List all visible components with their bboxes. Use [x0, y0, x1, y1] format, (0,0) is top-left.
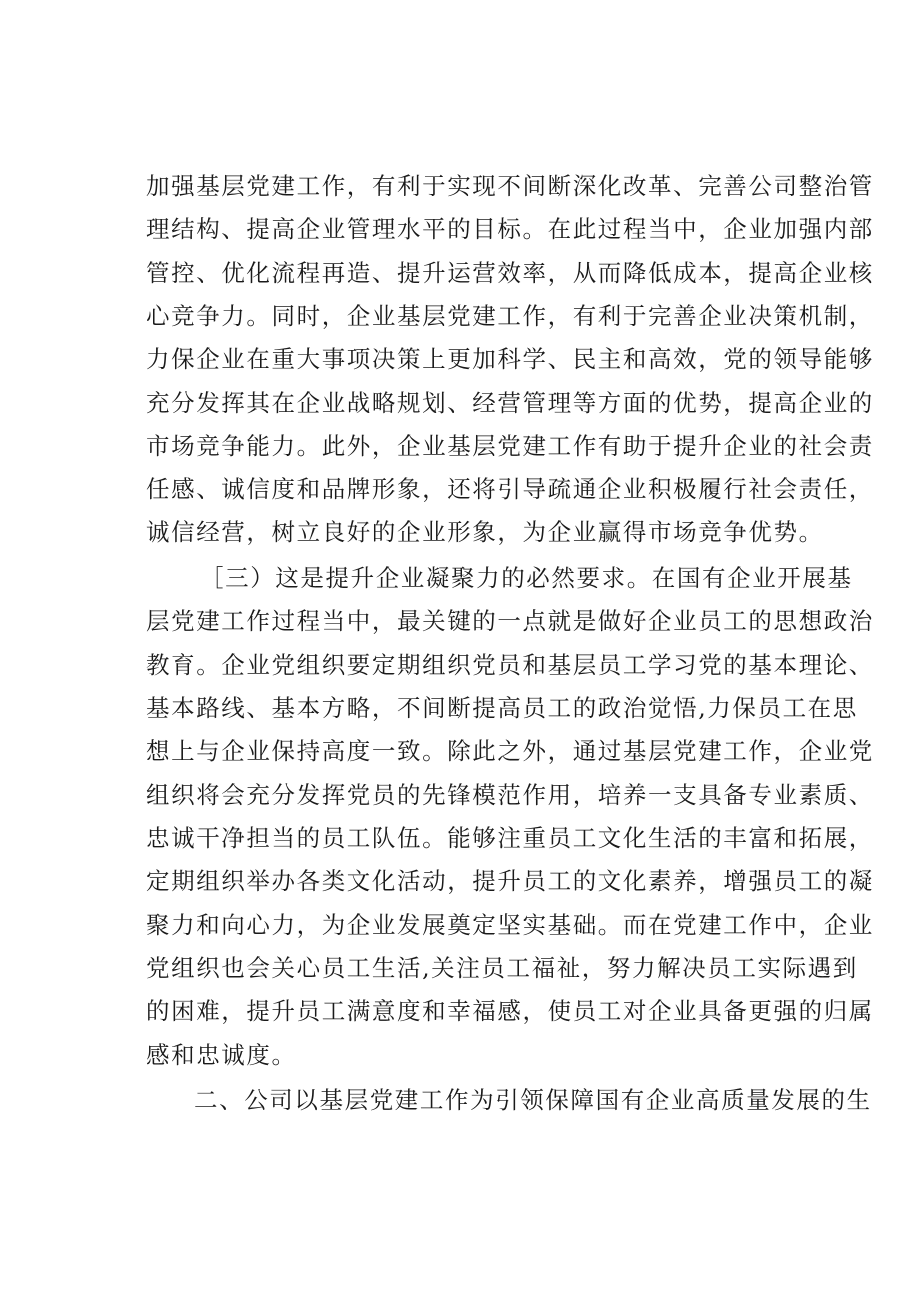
paragraph-line: 基本路线、基本方略，不间断提高员工的政治觉悟,力保员工在思 [146, 694, 858, 722]
paragraph-line: 管控、优化流程再造、提升运营效率，从而降低成本，提高企业核 [146, 259, 874, 287]
paragraph-line: 感和忠诚度。 [146, 1041, 297, 1069]
paragraph-line: ［三）这是提升企业凝聚力的必然要求。在国有企业开展基 [200, 564, 853, 592]
paragraph-line: 忠诚干净担当的员工队伍。能够注重员工文化生活的丰富和拓展， [146, 824, 874, 852]
paragraph-line: 力保企业在重大事项决策上更加科学、民主和高效，党的领导能够 [146, 345, 874, 373]
paragraph-line: 想上与企业保持高度一致。除此之外，通过基层党建工作，企业党 [146, 737, 874, 765]
paragraph-line: 组织将会充分发挥党员的先锋模范作用，培养一支具备专业素质、 [146, 781, 874, 809]
paragraph-line: 加强基层党建工作，有利于实现不间断深化改革、完善公司整治管 [146, 172, 874, 200]
paragraph-line: 定期组织举办各类文化活动，提升员工的文化素养，增强员工的凝 [146, 867, 874, 895]
paragraph-line: 理结构、提高企业管理水平的目标。在此过程当中，企业加强内部 [146, 215, 874, 243]
section-heading: 二、公司以基层党建工作为引领保障国有企业高质量发展的生 [194, 1086, 872, 1114]
paragraph-line: 市场竞争能力。此外，企业基层党建工作有助于提升企业的社会责 [146, 432, 874, 460]
paragraph-line: 的困难，提升员工满意度和幸福感，使员工对企业具备更强的归属 [146, 997, 874, 1025]
paragraph-line: 教育。企业党组织要定期组织党员和基层员工学习党的基本理论、 [146, 651, 874, 679]
paragraph-line: 诚信经营，树立良好的企业形象，为企业赢得市场竞争优势。 [146, 518, 824, 546]
paragraph-line: 层党建工作过程当中，最关键的一点就是做好企业员工的思想政治 [146, 607, 874, 635]
paragraph-line: 心竞争力。同时，企业基层党建工作，有利于完善企业决策机制， [146, 302, 874, 330]
paragraph-line: 聚力和向心力，为企业发展奠定坚实基础。而在党建工作中，企业 [146, 911, 874, 939]
paragraph-line: 党组织也会关心员工生活,关注员工福祉，努力解决员工实际遇到 [146, 954, 858, 982]
paragraph-line: 任感、诚信度和品牌形象，还将引导疏通企业积极履行社会责任， [146, 475, 874, 503]
paragraph-line: 充分发挥其在企业战略规划、经营管理等方面的优势，提高企业的 [146, 389, 874, 417]
